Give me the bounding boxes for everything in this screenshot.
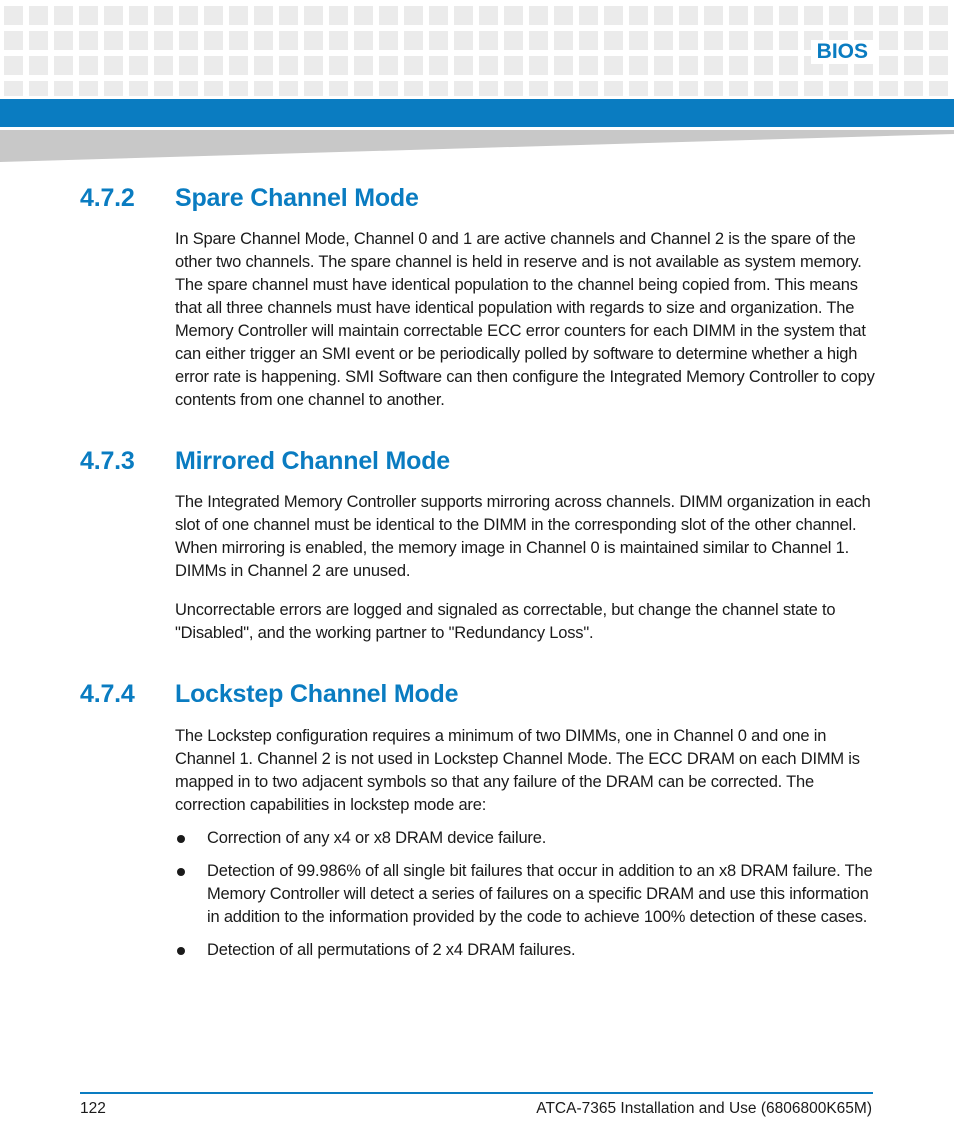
page-number: 122 xyxy=(80,1100,106,1117)
bullet-icon xyxy=(177,868,185,876)
chapter-title: BIOS xyxy=(811,40,874,64)
footer-rule xyxy=(80,1092,873,1094)
section-number: 4.7.2 xyxy=(80,184,135,212)
list-item-text: Detection of 99.986% of all single bit failures that occur in addition to an x8 DRAM failure. The Memory Controller will detect a series of failures on a specific DRAM and use this information in addition to the information provided by the code to achieve 100% detection of these cases. xyxy=(207,862,873,926)
list-item xyxy=(175,860,875,929)
section-heading-spare xyxy=(80,184,419,213)
list-item xyxy=(175,939,875,962)
section-number: 4.7.3 xyxy=(80,447,135,475)
section-number: 4.7.4 xyxy=(80,680,135,708)
list-item xyxy=(175,827,875,850)
correction-capabilities-list xyxy=(175,827,875,972)
document-reference: ATCA-7365 Installation and Use (6806800K65M) xyxy=(536,1100,872,1117)
header-gray-wedge xyxy=(0,128,954,164)
bullet-icon xyxy=(177,835,185,843)
paragraph: The Integrated Memory Controller supports mirroring across channels. DIMM organization in each slot of one channel must be identical to the DIMM in the corresponding slot of the other channel. When mirroring is enabled, the memory image in Channel 0 is maintained similar to Channel 1. DIMMs in Channel 2 are unused. xyxy=(175,493,871,580)
section-title: Lockstep Channel Mode xyxy=(175,680,459,708)
list-item-text: Correction of any x4 or x8 DRAM device failure. xyxy=(207,829,547,847)
header-blue-band xyxy=(0,99,954,127)
section-heading-lockstep xyxy=(80,680,458,709)
section-heading-mirrored xyxy=(80,447,450,476)
section-title: Mirrored Channel Mode xyxy=(175,447,450,475)
paragraph: The Lockstep configuration requires a minimum of two DIMMs, one in Channel 0 and one in Channel 1. Channel 2 is not used in Lockstep Channel Mode. The ECC DRAM on each DIMM is mapped in to two adjacent symbols so that any failure of the DRAM can be corrected. The correction capabilities in lockstep mode are: xyxy=(175,727,860,814)
bullet-icon xyxy=(177,947,185,955)
section-title: Spare Channel Mode xyxy=(175,184,419,212)
list-item-text: Detection of all permutations of 2 x4 DRAM failures. xyxy=(207,941,576,959)
paragraph: Uncorrectable errors are logged and signaled as correctable, but change the channel state to "Disabled", and the working partner to "Redundancy Loss". xyxy=(175,601,836,642)
paragraph: In Spare Channel Mode, Channel 0 and 1 are active channels and Channel 2 is the spare of the other two channels. The spare channel is held in reserve and is not available as system memory. The spare channel must have identical population to the channel being copied from. This means that all three channels must have identical population with regards to size and organization. The Memory Controller will maintain correctable ECC error counters for each DIMM in the system that can either trigger an SMI event or be periodically polled by software to determine whether a high error rate is happening. SMI Software can then configure the Integrated Memory Controller to copy contents from one channel to another. xyxy=(175,230,875,409)
